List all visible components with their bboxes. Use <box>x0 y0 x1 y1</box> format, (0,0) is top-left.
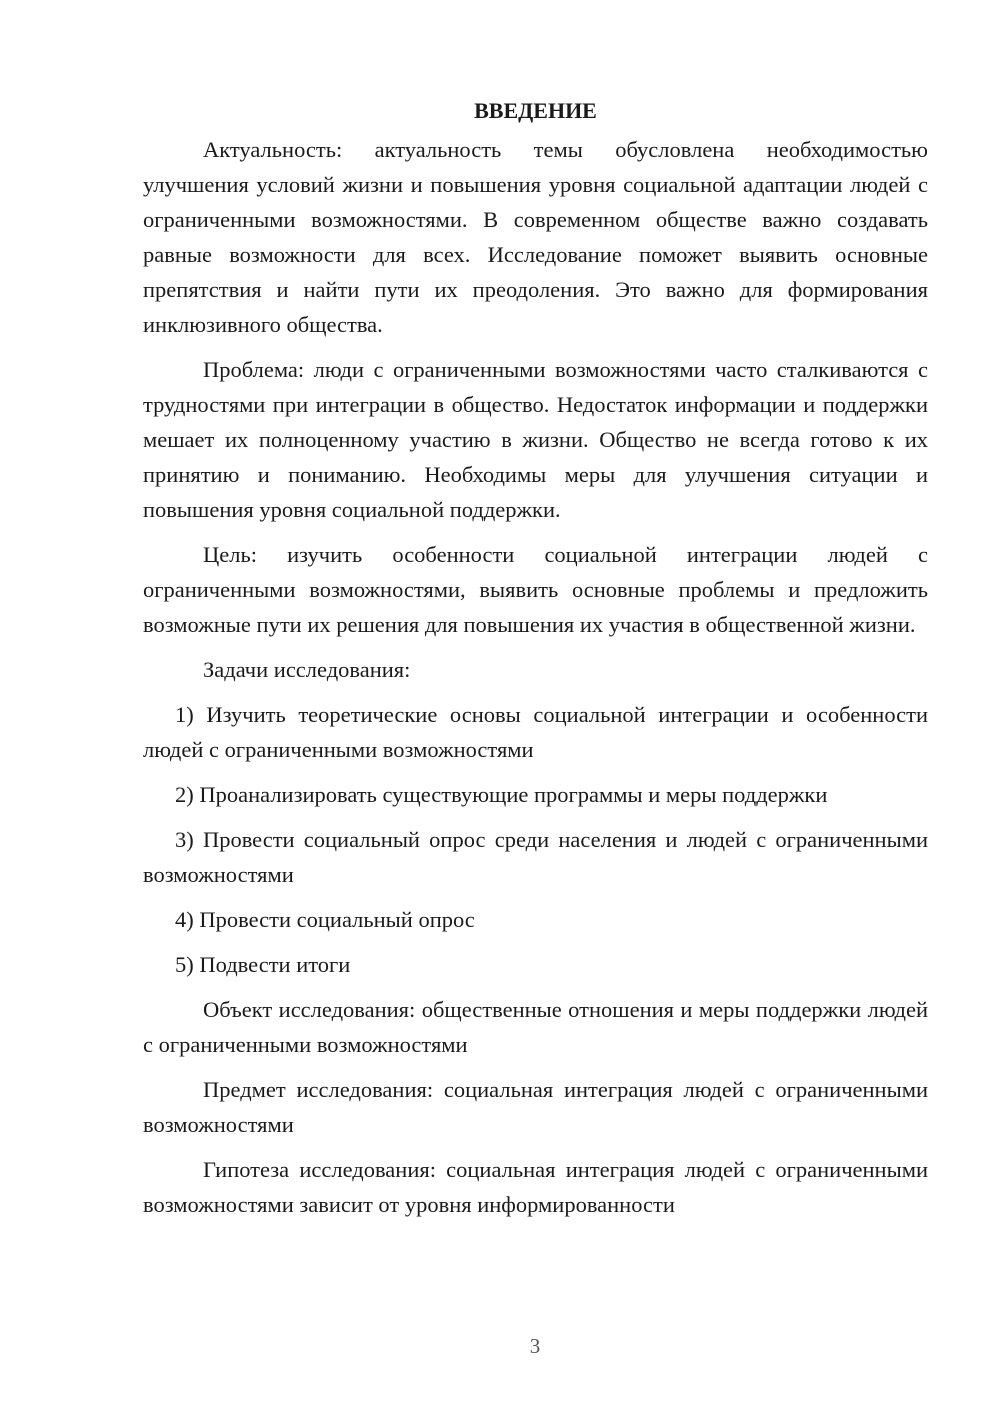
task-item-2: 2) Проанализировать существующие программы и меры поддержки <box>175 782 828 807</box>
problem-paragraph: Проблема: люди с ограниченными возможностями часто сталкиваются с трудностями при интеграции в общество. Недостаток информации и поддержки мешает их полноценному участию в жизни. Общество не всегда готово к их принятию и пониманию. Необходимы меры для улучшения ситуации и повышения уровня социальной поддержки. <box>143 357 928 522</box>
task-item-5: 5) Подвести итоги <box>175 952 351 977</box>
goal-paragraph: Цель: изучить особенности социальной интеграции людей с ограниченными возможностями, выявить основные проблемы и предложить возможные пути их решения для повышения их участия в общественной жизни. <box>143 542 928 637</box>
document-page <box>143 96 928 1222</box>
object-paragraph: Объект исследования: общественные отношения и меры поддержки людей с ограниченными возможностями <box>143 997 928 1057</box>
subject-paragraph: Предмет исследования: социальная интеграция людей с ограниченными возможностями <box>143 1077 928 1137</box>
task-item-1: 1) Изучить теоретические основы социальной интеграции и особенности людей с ограниченными возможностями <box>143 702 928 762</box>
page-title: ВВЕДЕНИЕ <box>474 98 597 123</box>
relevance-paragraph: Актуальность: актуальность темы обусловлена необходимостью улучшения условий жизни и повышения уровня социальной адаптации людей с ограниченными возможностями. В современном обществе важно создавать равные возможности для всех. Исследование поможет выявить основные препятствия и найти пути их преодоления. Это важно для формирования инклюзивного общества. <box>143 137 928 337</box>
task-item-4: 4) Провести социальный опрос <box>175 907 475 932</box>
tasks-heading: Задачи исследования: <box>203 657 411 682</box>
hypothesis-paragraph: Гипотеза исследования: социальная интеграция людей с ограниченными возможностями зависит от уровня информированности <box>143 1157 928 1217</box>
page-number: 3 <box>529 1334 541 1358</box>
task-item-3: 3) Провести социальный опрос среди населения и людей с ограниченными возможностями <box>143 827 928 887</box>
